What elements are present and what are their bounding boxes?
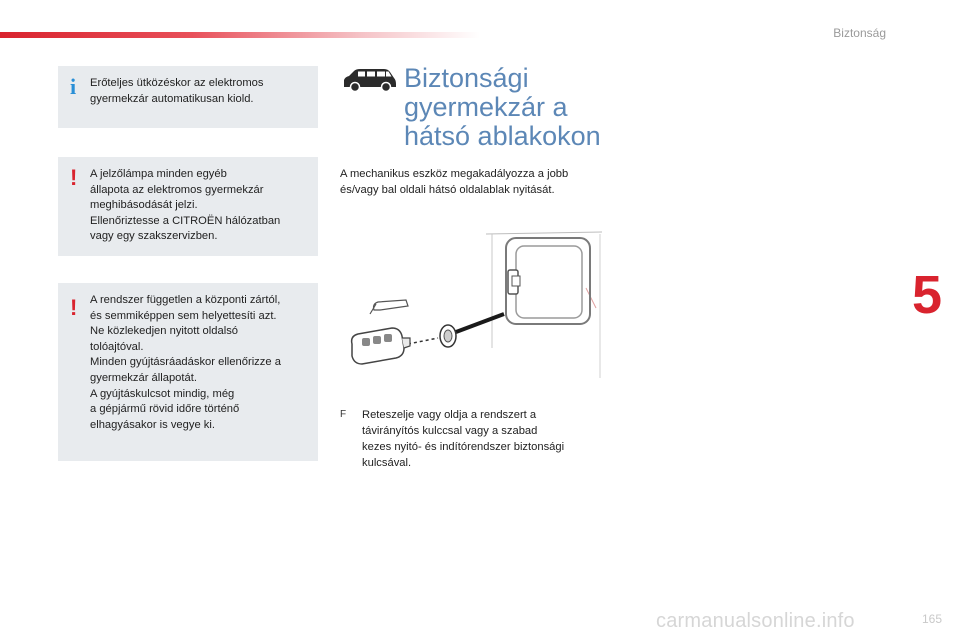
- note-line: tolóajtóval.: [90, 340, 144, 353]
- watermark: carmanualsonline.info: [656, 610, 855, 632]
- note-line: Erőteljes ütközéskor az elektromos: [90, 77, 264, 89]
- note-line: meghibásodását jelzi.: [90, 199, 198, 212]
- warning-icon: !: [70, 295, 78, 320]
- step-text: Reteszelje vagy oldja a rendszert a távirányítós kulccsal vagy a szabad kezes nyitó- és indítórendszer biztonsági kulcsával.: [362, 409, 565, 469]
- intro-paragraph: A mechanikus eszköz megakadályozza a jobb és/vagy bal oldali hátsó oldalablak nyitását.: [340, 168, 569, 196]
- header-accent-bar: [0, 32, 480, 38]
- info-icon: i: [70, 74, 77, 99]
- note-line: gyermekzár állapotát.: [90, 371, 197, 384]
- warning-note-box: [58, 157, 318, 256]
- section-label: Biztonság: [833, 26, 886, 40]
- section-title: Biztonsági gyermekzár a hátsó ablakokon: [404, 63, 601, 151]
- child-lock-illustration: [346, 228, 604, 384]
- note-line: és semmiképpen sem helyettesíti azt.: [90, 309, 277, 322]
- warning-icon: !: [70, 165, 78, 190]
- note-line: vagy egy szakszervizben.: [90, 230, 218, 243]
- step-bullet: F: [340, 409, 347, 420]
- note-line: gyermekzár automatikusan kiold.: [90, 92, 254, 105]
- info-note-box: [58, 66, 318, 128]
- chapter-number: 5: [911, 265, 942, 325]
- page-number: 165: [921, 612, 942, 626]
- note-line: A gyújtáskulcsot mindig, még: [90, 387, 235, 400]
- note-line: Minden gyújtásráadáskor ellenőrizze a: [90, 356, 281, 369]
- note-line: a gépjármű rövid időre történő: [90, 403, 240, 416]
- note-line: állapota az elektromos gyermekzár: [90, 183, 264, 196]
- warning-note-box: [58, 283, 318, 461]
- note-line: A rendszer független a központi zártól,: [90, 294, 281, 306]
- note-line: Ne közlekedjen nyitott oldalsó: [90, 325, 239, 338]
- note-line: elhagyásakor is vegye ki.: [90, 418, 215, 431]
- note-line: Ellenőriztesse a CITROËN hálózatban: [90, 214, 281, 227]
- car-icon: [340, 66, 398, 94]
- note-line: A jelzőlámpa minden egyéb: [90, 168, 227, 180]
